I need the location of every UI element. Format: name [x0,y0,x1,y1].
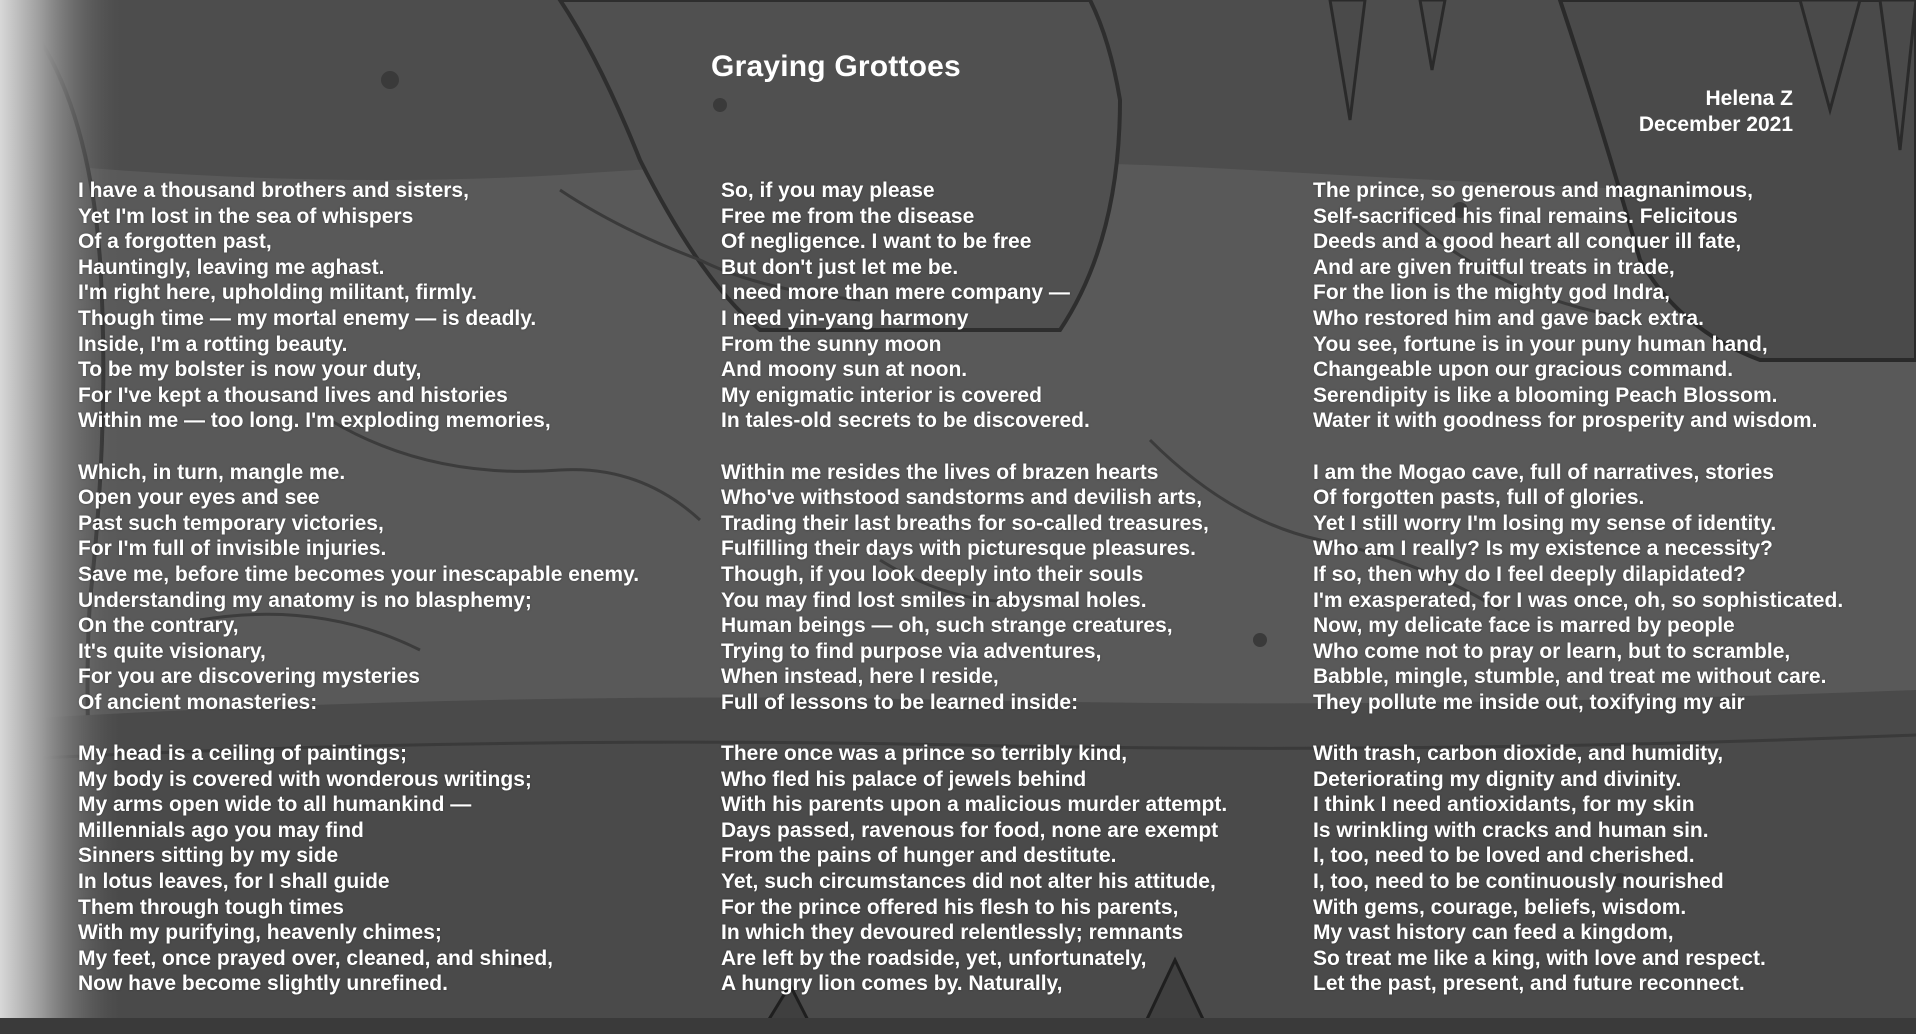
stanza [78,178,639,434]
poem-line: Who restored him and gave back extra. [1313,306,1704,330]
poem-line: It's quite visionary, [78,639,266,663]
poem-line: For I'm full of invisible injuries. [78,537,387,561]
poem-line: With gems, courage, beliefs, wisdom. [1313,895,1687,919]
stanza [1313,460,1843,716]
poem-line: I, too, need to be loved and cherished. [1313,844,1695,868]
poem-line: Millennials ago you may find [78,818,364,842]
poem-line: Though time — my mortal enemy — is deadly. [78,306,537,330]
poem-line: Of ancient monasteries: [78,690,318,714]
poem-line: Trying to find purpose via adventures, [721,639,1102,663]
poem-line: From the pains of hunger and destitute. [721,844,1117,868]
poem-line: And are given fruitful treats in trade, [1313,255,1675,279]
poem-line: Within me — too long. I'm exploding memories, [78,409,551,433]
poem-line: Free me from the disease [721,204,975,228]
poem-line: Let the past, present, and future reconnect. [1313,972,1745,996]
poem-line: Deeds and a good heart all conquer ill fate, [1313,230,1742,254]
poem-line: Who've withstood sandstorms and devilish arts, [721,486,1203,510]
poem-line: My arms open wide to all humankind — [78,793,472,817]
stanza [721,741,1227,997]
poem-line: Of negligence. I want to be free [721,230,1032,254]
author-byline [1639,86,1793,138]
poem-line: Who come not to pray or learn, but to scramble, [1313,639,1791,663]
poem-line: Babble, mingle, stumble, and treat me without care. [1313,665,1827,689]
poem-line: I'm right here, upholding militant, firmly. [78,281,477,305]
poem-line: Serendipity is like a blooming Peach Blossom. [1313,383,1778,407]
poem-line: Inside, I'm a rotting beauty. [78,332,348,356]
poem-line: You may find lost smiles in abysmal holes. [721,588,1147,612]
poem-column-3 [1313,178,1843,1023]
poem-line: Fulfilling their days with picturesque pleasures. [721,537,1196,561]
poem-line: Hauntingly, leaving me aghast. [78,255,385,279]
poem-line: But don't just let me be. [721,255,959,279]
poem-line: Water it with goodness for prosperity and wisdom. [1313,409,1818,433]
poem-line: With his parents upon a malicious murder attempt. [721,793,1228,817]
poem-line: Of forgotten pasts, full of glories. [1313,486,1645,510]
poem-line: My enigmatic interior is covered [721,383,1042,407]
poem-line: So treat me like a king, with love and respect. [1313,946,1766,970]
poem-line: Self-sacrificed his final remains. Felicitous [1313,204,1738,228]
poem-line: Yet I still worry I'm losing my sense of identity. [1313,511,1777,535]
poem-line: Are left by the roadside, yet, unfortunately, [721,946,1147,970]
poem-line: From the sunny moon [721,332,942,356]
poem-date: December 2021 [1638,113,1793,136]
poem-line: In tales-old secrets to be discovered. [721,409,1090,433]
poem-line: Changeable upon our gracious command. [1313,358,1734,382]
poem-line: Full of lessons to be learned inside: [721,690,1079,714]
poem-line: Understanding my anatomy is no blasphemy; [78,588,532,612]
poem-column-1 [78,178,639,1023]
poem-line: Deteriorating my dignity and divinity. [1313,767,1682,791]
poem-line: Which, in turn, mangle me. [78,460,346,484]
poem-line: In which they devoured relentlessly; remnants [721,921,1184,945]
poem-line: So, if you may please [721,179,935,202]
stanza [1313,741,1843,997]
stanza [78,460,639,716]
poem-line: Is wrinkling with cracks and human sin. [1313,818,1709,842]
poem-line: Who am I really? Is my existence a necessity? [1313,537,1773,561]
poem-line: Them through tough times [78,895,344,919]
poem-line: A hungry lion comes by. Naturally, [721,972,1063,996]
poem-title: Graying Grottoes [711,50,961,83]
poem-line: In lotus leaves, for I shall guide [78,870,390,894]
poem-line: The prince, so generous and magnanimous, [1313,179,1753,202]
poem-line: I have a thousand brothers and sisters, [78,179,469,202]
poem-line: When instead, here I reside, [721,665,999,689]
poem-line: Though, if you look deeply into their souls [721,562,1144,586]
poem-line: Save me, before time becomes your inescapable enemy. [78,562,640,586]
poem-line: I need yin-yang harmony [721,306,969,330]
poem-line: Within me resides the lives of brazen hearts [721,460,1159,484]
poem-line: For you are discovering mysteries [78,665,420,689]
poem-line: Yet I'm lost in the sea of whispers [78,204,414,228]
poem-line: Days passed, ravenous for food, none are exempt [721,818,1219,842]
poem-line: For the lion is the mighty god Indra, [1313,281,1670,305]
poem-line: My feet, once prayed over, cleaned, and shined, [78,946,553,970]
poem-line: I, too, need to be continuously nourished [1313,870,1724,894]
poem-line: Yet, such circumstances did not alter his attitude, [721,870,1216,894]
stanza [78,741,639,997]
poem-line: To be my bolster is now your duty, [78,358,422,382]
poem-line: Now, my delicate face is marred by people [1313,614,1735,638]
poem-line: I think I need antioxidants, for my skin [1313,793,1695,817]
poem-line: I need more than mere company — [721,281,1070,305]
poem-line: You see, fortune is in your puny human hand, [1313,332,1768,356]
stanza [721,178,1227,434]
poem-line: My vast history can feed a kingdom, [1313,921,1674,945]
poem-line: For I've kept a thousand lives and histories [78,383,508,407]
poem-line: And moony sun at noon. [721,358,968,382]
poem-line: Now have become slightly unrefined. [78,972,448,996]
poem-line: With trash, carbon dioxide, and humidity, [1313,742,1724,766]
author-name: Helena Z [1705,87,1793,110]
poem-line: They pollute me inside out, toxifying my air [1313,690,1745,714]
stanza [1313,178,1843,434]
poem-line: With my purifying, heavenly chimes; [78,921,442,945]
poem-line: Of a forgotten past, [78,230,272,254]
poem-line: For the prince offered his flesh to his parents, [721,895,1179,919]
poem-line: If so, then why do I feel deeply dilapidated? [1313,562,1746,586]
poem-line: On the contrary, [78,614,239,638]
poem-line: Past such temporary victories, [78,511,384,535]
stanza [721,460,1227,716]
poem-line: I'm exasperated, for I was once, oh, so sophisticated. [1313,588,1844,612]
poem-line: Who fled his palace of jewels behind [721,767,1087,791]
poem-line: Open your eyes and see [78,486,320,510]
poem-column-2 [721,178,1227,1023]
poem-line: Sinners sitting by my side [78,844,339,868]
poem-line: There once was a prince so terribly kind, [721,742,1128,766]
poem-line: My head is a ceiling of paintings; [78,742,408,766]
poem-line: Trading their last breaths for so-called treasures, [721,511,1209,535]
poem-line: I am the Mogao cave, full of narratives, stories [1313,460,1774,484]
poem-line: My body is covered with wonderous writings; [78,767,532,791]
poem-line: Human beings — oh, such strange creatures, [721,614,1173,638]
